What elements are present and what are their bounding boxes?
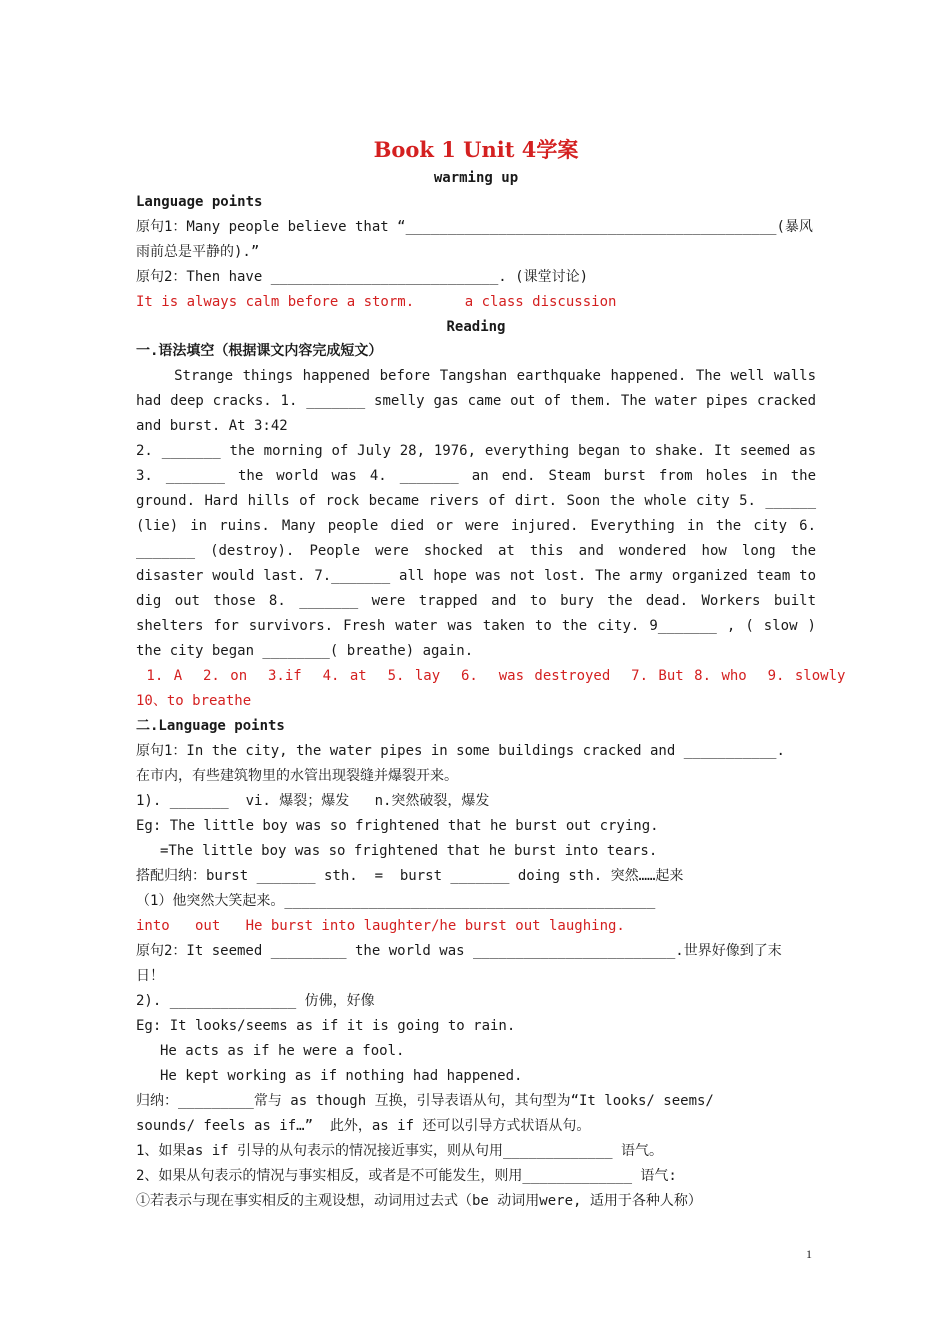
document-page (136, 134, 846, 1214)
definition-2: 2). _______________ 仿佛，好像 (136, 993, 375, 1009)
reading-sentence-1-translation: 在市内，有些建筑物里的水管出现裂缝并爆裂开来。 (136, 768, 458, 784)
sentence-1-continued: 雨前总是平静的).” (136, 244, 260, 260)
language-points-label: Language points (136, 194, 263, 210)
rule-1: 1、如果as if 引导的从句表示的情况接近事实，则从句用_____________ 语气。 (136, 1143, 664, 1159)
collocation-summary: 搭配归纳：burst _______ sth. = burst _______ doing sth. 突然……起来 (136, 868, 684, 884)
page-title: Book 1 Unit 4学案 (373, 137, 579, 162)
reading-sentence-1: 原句1：In the city, the water pipes in some buildings cracked and ___________. (136, 743, 785, 759)
cloze-answers-continued: 10、to breathe (136, 693, 252, 709)
definition-1: 1). _______ vi. 爆裂；爆发 n.突然破裂，爆发 (136, 793, 490, 809)
summary-line-2: sounds/ feels as if…” 此外，as if 还可以引导方式状语从句。 (136, 1118, 591, 1134)
section-1-heading: 一.语法填空（根据课文内容完成短文） (136, 343, 383, 359)
sentence-2: 原句2：Then have ___________________________. (课堂讨论) (136, 269, 589, 285)
exercise-1: （1）他突然大笑起来。____________________________________________ (136, 893, 656, 909)
rule-3: ①若表示与现在事实相反的主观设想，动词用过去式（be 动词用were, 适用于各种人称） (136, 1193, 702, 1209)
answer-warming-up: It is always calm before a storm. a class discussion (136, 294, 617, 310)
cloze-paragraph-part-2: 2. _______ the morning of July 28, 1976, everything began to shake. It seemed as 3. _______ the world was 4. _______ an end. Steam burst from holes in the ground. Hard hills of rock became rivers of dirt. Soon the whole city 5. ______ (lie) in ruins. Many people died or were injured. Everything in the city 6. _______ (destroy). People were shocked at this and wondered how long the disaster would last. 7._______ all hope was not lost. The army organized team to dig out those 8. _______ were trapped and to bury the dead. Workers built shelters for survivors. Fresh water was taken to the city. 9_______ , ( slow ) the city began ________( breathe) again. (136, 443, 816, 659)
cloze-answers: 1. A 2. on 3.if 4. at 5. lay 6. was destroyed 7. But 8. who 9. slowly (136, 668, 846, 684)
section-heading-warming-up: warming up (433, 170, 519, 186)
cloze-paragraph-part-1: Strange things happened before Tangshan earthquake happened. The well walls had deep cracks. 1. _______ smelly gas came out of them. The water pipes cracked and burst. At 3:42 (136, 368, 825, 434)
reading-sentence-2-continued: 日！ (136, 968, 164, 984)
answer-exercise-1: into out He burst into laughter/he burst out laughing. (136, 918, 625, 934)
rule-2: 2、如果从句表示的情况与事实相反，或者是不可能发生，则用_____________ 语气: (136, 1168, 677, 1184)
example-1-equivalent: =The little boy was so frightened that he burst into tears. (160, 843, 658, 859)
page-number: 1 (806, 1247, 812, 1261)
example-1: Eg: The little boy was so frightened that he burst out crying. (136, 818, 659, 834)
section-heading-reading: Reading (446, 319, 506, 335)
summary-line-1: 归纳：_________常与 as though 互换，引导表语从句，其句型为“It looks/ seems/ (136, 1093, 714, 1109)
section-2-heading: 二.Language points (136, 718, 285, 734)
example-2c: He kept working as if nothing had happened. (160, 1068, 523, 1084)
example-2b: He acts as if he were a fool. (160, 1043, 405, 1059)
example-2: Eg: It looks/seems as if it is going to rain. (136, 1018, 516, 1034)
reading-sentence-2: 原句2：It seemed _________ the world was ________________________.世界好像到了末 (136, 943, 782, 959)
sentence-1: 原句1：Many people believe that “____________________________________________(暴风 (136, 219, 813, 235)
